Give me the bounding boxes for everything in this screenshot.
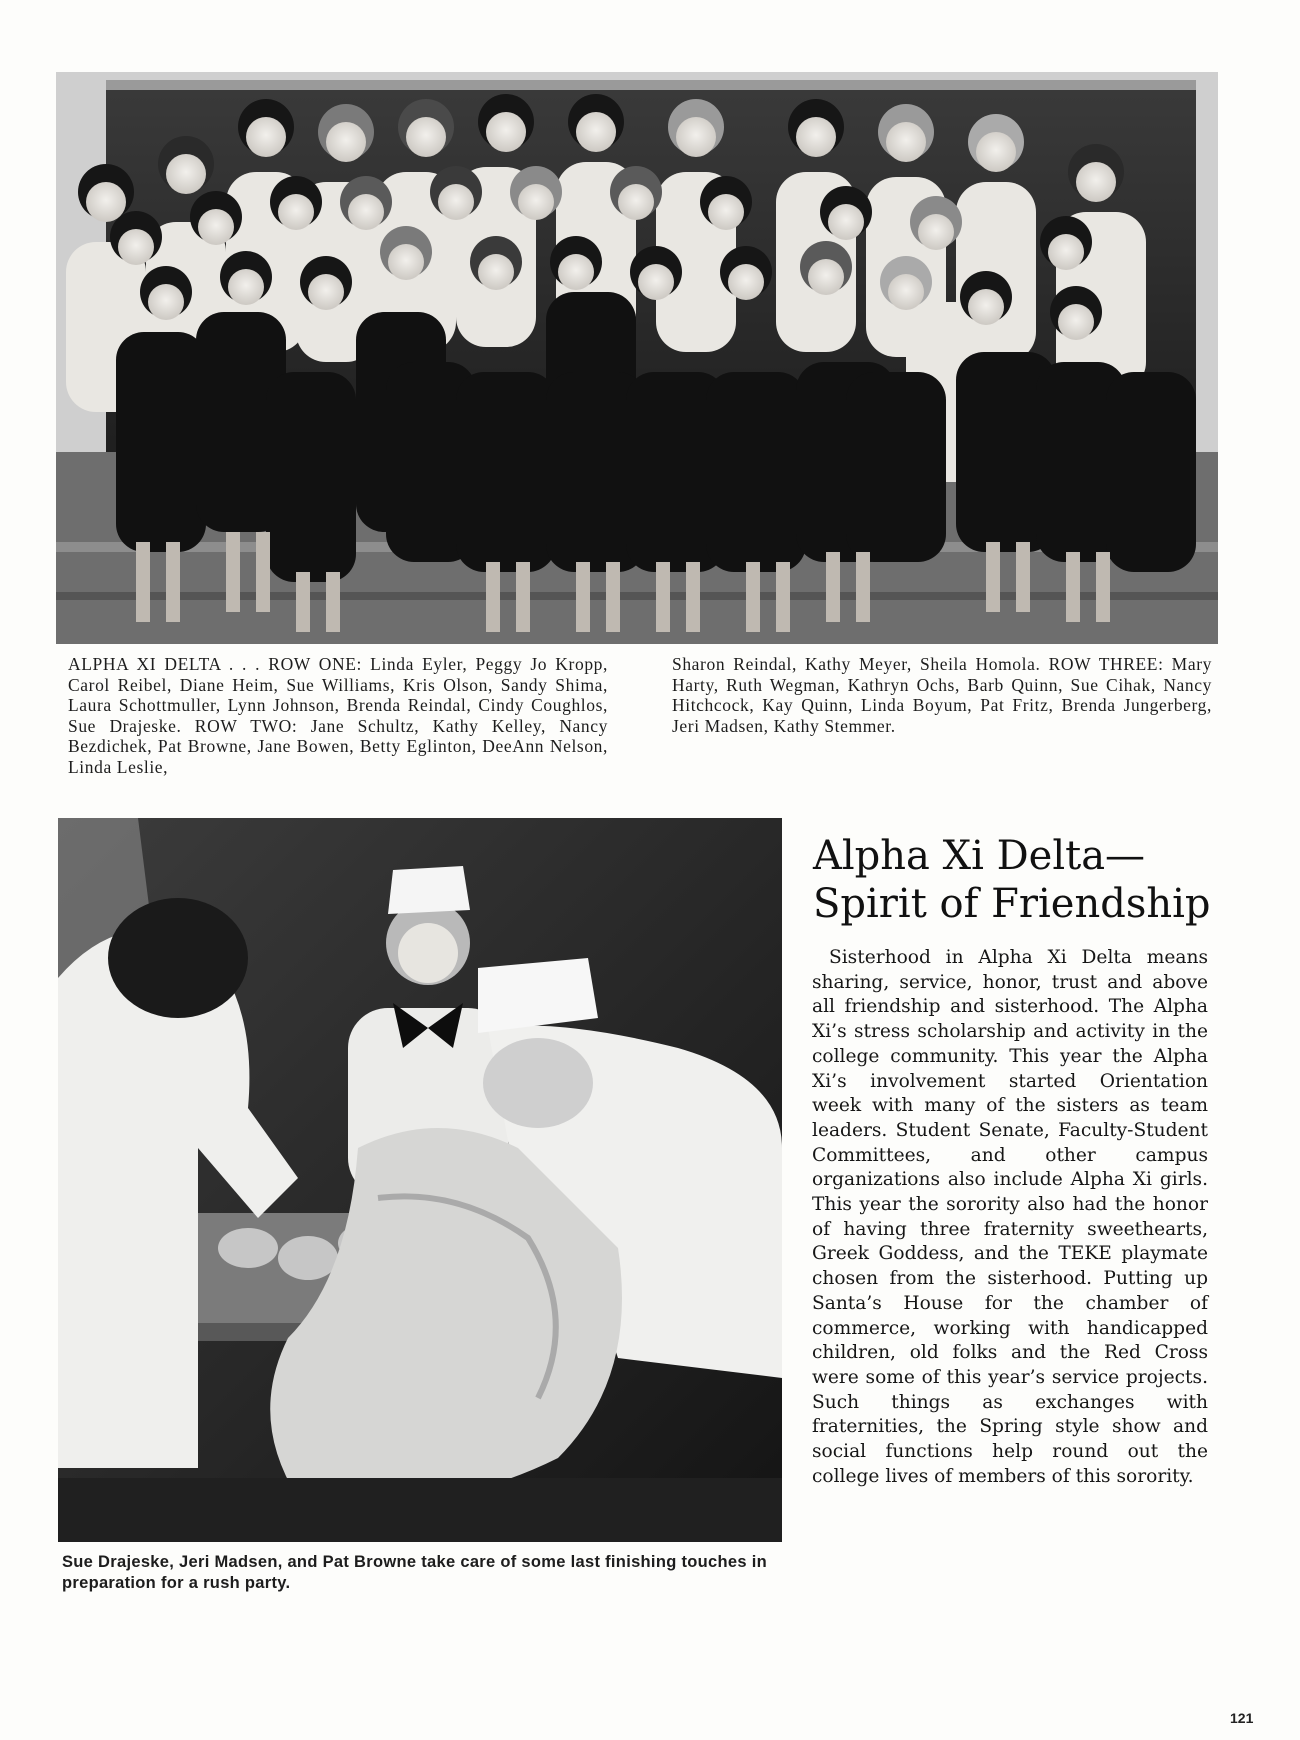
article-body: Sisterhood in Alpha Xi Delta means sharing, service, honor, trust and above all friendship and sisterhood. The Alpha Xi’s stress scholarship and activity in the college community. This year the Alpha Xi’s involvement started Orientation week with many of the sisters as team leaders. Student Senate, Faculty-Student Committees, and other campus organizations also include Alpha Xi girls. This year the sorority also had the honor of having three fraternity sweethearts, Greek Goddess, and the TEKE playmate chosen from the sisterhood. Putting up Santa’s House for the chamber of commerce, working with handicapped children, old folks and the Red Cross were some of this year’s service projects. Such things as exchanges with fraternities, the Spring style show and social functions help round out the college lives of members of this sorority. xyxy=(812,947,1208,1487)
article-title-line-2: Spirit of Friendship xyxy=(813,881,1211,927)
group-photo-graphic xyxy=(56,72,1218,644)
rush-photo-caption: Sue Drajeske, Jeri Madsen, and Pat Browne take care of some last finishing touches in preparation for a rush party. xyxy=(62,1553,767,1592)
article-title-line-1: Alpha Xi Delta— xyxy=(813,833,1146,879)
group-caption-left: ALPHA XI DELTA . . . ROW ONE: Linda Eyler, Peggy Jo Kropp, Carol Reibel, Diane Heim, Sue Williams, Kris Olson, Sandy Shima, Laura Schottmuller, Lynn Johnson, Brenda Reindal, Cindy Coughlos, Sue Drajeske. ROW TWO: Jane Schultz, Kathy Kelley, Nancy Bezdichek, Pat Browne, Jane Bowen, Betty Eglinton, DeeAnn Nelson, Linda Leslie, xyxy=(68,654,608,777)
rush-photo-graphic xyxy=(58,818,782,1542)
page-number: 121 xyxy=(1230,1710,1254,1726)
article-title xyxy=(813,832,1233,928)
group-caption-right: Sharon Reindal, Kathy Meyer, Sheila Homola. ROW THREE: Mary Harty, Ruth Wegman, Kathryn Ochs, Barb Quinn, Sue Cihak, Nancy Hitchcock, Kay Quinn, Linda Boyum, Pat Fritz, Brenda Jungerberg, Jeri Madsen, Kathy Stemmer. xyxy=(672,654,1212,736)
rush-party-photo xyxy=(58,818,782,1542)
group-portrait-photo xyxy=(56,72,1218,644)
